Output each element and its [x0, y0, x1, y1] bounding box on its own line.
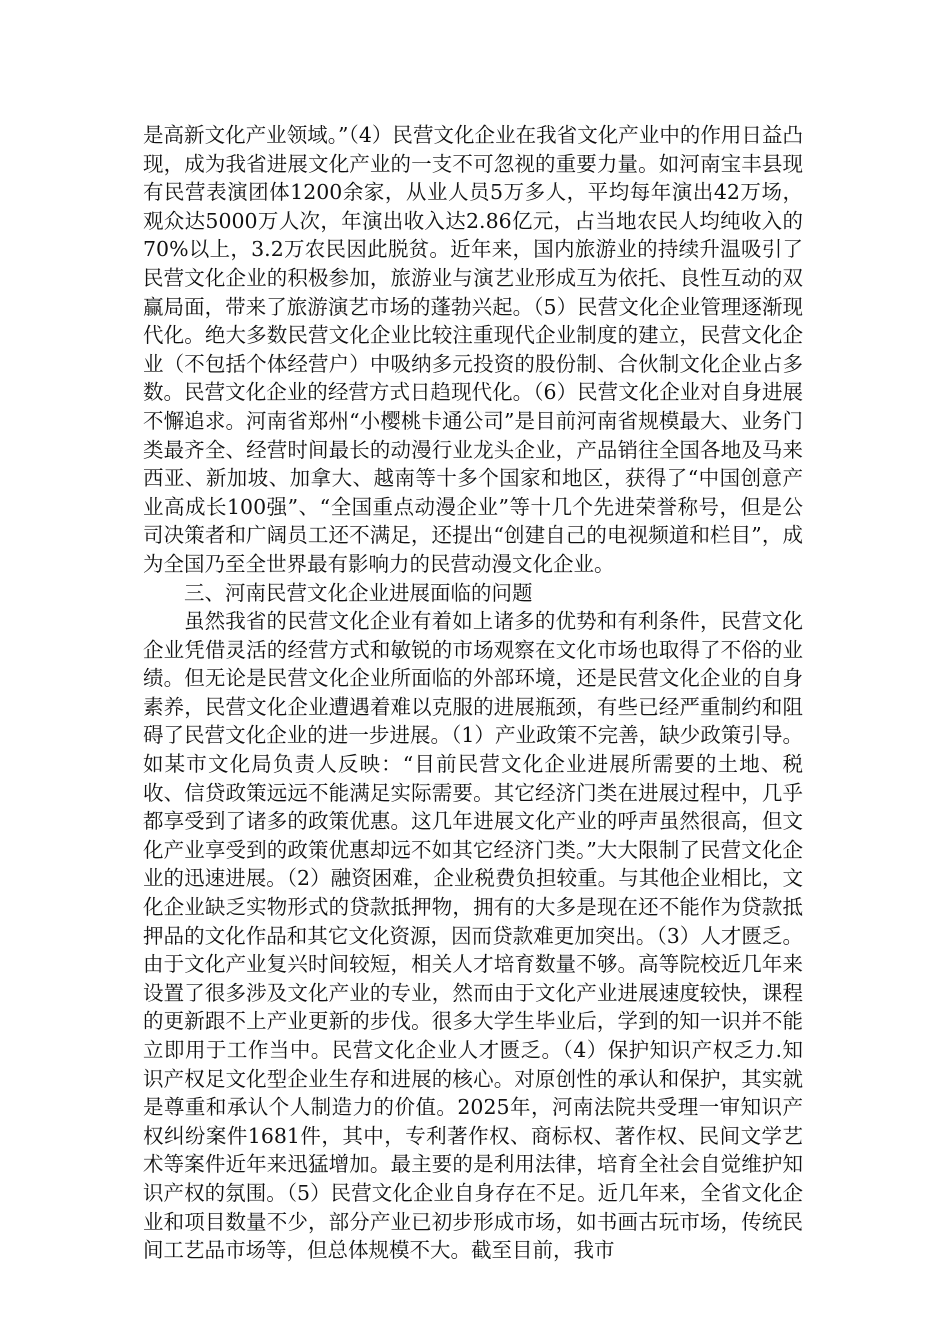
body-paragraph-problems: 虽然我省的民营文化企业有着如上诸多的优势和有利条件，民营文化企业凭借灵活的经营方式和敏锐的市场观察在文化市场也取得了不俗的业绩。但无论是民营文化企业所面临的外部环境，还是民营文化企业的自身素养，民营文化企业遭遇着难以克服的进展瓶颈，有些已经严重制约和阻碍了民营文化企业的进一步进展。（1）产业政策不完善，缺少政策引导。如某市文化局负责人反映：“目前民营文化企业进展所需要的土地、税收、信贷政策远远不能满足实际需要。其它经济门类在进展过程中，几乎都享受到了诸多的政策优惠。这几年进展文化产业的呼声虽然很高，但文化产业享受到的政策优惠却远不如其它经济门类。”大大限制了民营文化企业的迅速进展。（2）融资困难，企业税费负担较重。与其他企业相比，文化企业缺乏实物形式的贷款抵押物，拥有的大多是现在还不能作为贷款抵押品的文化作品和其它文化资源，因而贷款难更加突出。（3）人才匮乏。由于文化产业复兴时间较短，相关人才培育数量不够。高等院校近几年来设置了很多涉及文化产业的专业，然而由于文化产业进展速度较快，课程的更新跟不上产业更新的步伐。很多大学生毕业后，学到的知一识并不能立即用于工作当中。民营文化企业人才匮乏。（4）保护知识产权乏力.知识产权足文化型企业生存和进展的核心。对原创性的承认和保护，其实就是尊重和承认个人制造力的价值。2025年，河南法院共受理一审知识产权纠纷案件1681件，其中，专利著作权、商标权、著作权、民间文学艺术等案件近年来迅猛增加。最主要的是利用法律，培育全社会自觉维护知识产权的氛围。（5）民营文化企业自身存在不足。近几年来，全省文化企业和项目数量不少，部分产业已初步形成市场，如书画古玩市场，传统民间工艺品市场等，但总体规模不大。截至目前，我市 [143, 609, 803, 1263]
body-paragraph-continued: 是高新文化产业领域。”（4）民营文化企业在我省文化产业中的作用日益凸现，成为我省进展文化产业的一支不可忽视的重要力量。如河南宝丰县现有民营表演团体1200余家，从业人员5万多人，平均每年演出42万场，观众达5000万人次，年演出收入达2.86亿元，占当地农民人均纯收入的70%以上，3.2万农民因此脱贫。近年来，国内旅游业的持续升温吸引了民营文化企业的积极参加，旅游业与演艺业形成互为依托、良性互动的双赢局面，带来了旅游演艺市场的蓬勃兴起。（5）民营文化企业管理逐渐现代化。绝大多数民营文化企业比较注重现代企业制度的建立，民营文化企业（不包括个体经营户）中吸纳多元投资的股份制、合伙制文化企业占多数。民营文化企业的经营方式日趋现代化。（6）民营文化企业对自身进展不懈追求。河南省郑州“小樱桃卡通公司”是目前河南省规模最大、业务门类最齐全、经营时间最长的动漫行业龙头企业，产品销往全国各地及马来西亚、新加坡、加拿大、越南等十多个国家和地区，获得了“中国创意产业高成长100强”、“全国重点动漫企业”等十几个先进荣誉称号，但是公司决策者和广阔员工还不满足，还提出“创建自己的电视频道和栏目”，成为全国乃至全世界最有影响力的民营动漫文化企业。 [143, 123, 803, 576]
section-heading-3: 三、河南民营文化企业进展面临的问题 [184, 580, 533, 605]
document-page [143, 121, 803, 1265]
